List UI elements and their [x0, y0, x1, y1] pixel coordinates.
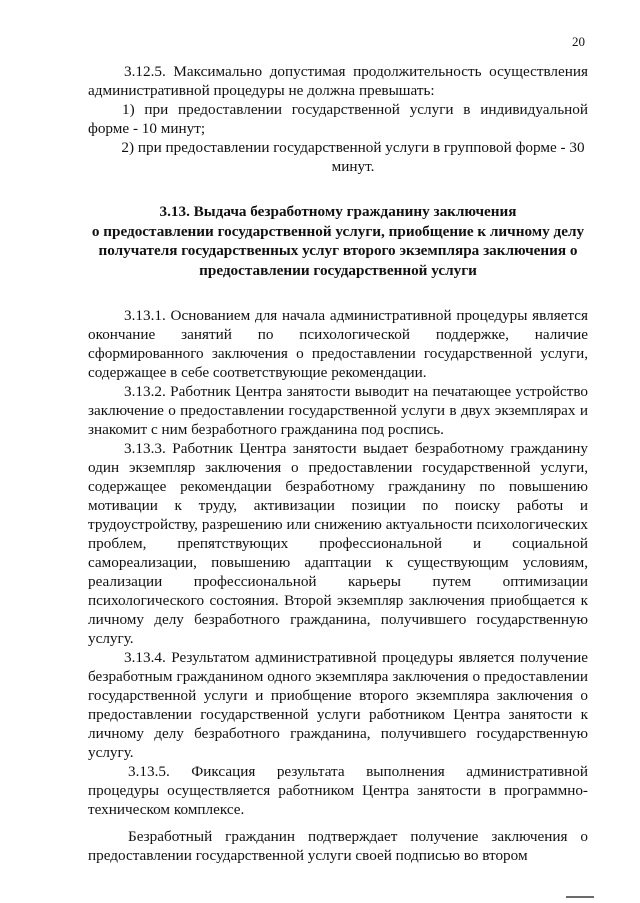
- heading-line-2: о предоставлении государственной услуги, приобщение к личному делу: [91, 222, 585, 240]
- heading-line-1: 3.13. Выдача безработному гражданину заключения: [159, 203, 517, 220]
- scan-edge-mark: [566, 896, 594, 898]
- document-body: [88, 62, 588, 865]
- heading-line-3: получателя государственных услуг второго экземпляра заключения о: [98, 242, 578, 259]
- paragraph-3-13-3: 3.13.3. Работник Центра занятости выдает безработному гражданину один экземпляр заключения о предоставлении государственной услуги, содержащее рекомендации безработному гражданину по повышению мотивации к труду, активизации позиции по поиску работы и трудоустройству, разрешению или снижению актуальности психологических проблем, препятствующих профессиональной и социальной самореализации, повышению адаптации к существующим условиям, реализации профессиональной карьеры путем оптимизации психологического состояния. Второй экземпляр заключения приобщается к личному делу безработного гражданина, получившего государственную услугу.: [88, 440, 588, 647]
- paragraph-signature: Безработный гражданин подтверждает получение заключения о предоставлении государственной услуги своей подписью во втором: [88, 828, 588, 864]
- section-3-13-heading: [88, 202, 588, 280]
- paragraph-3-13-2: 3.13.2. Работник Центра занятости выводит на печатающее устройство заключение о предоставлении государственной услуги в двух экземплярах и знакомит с ним безработного гражданина под роспись.: [88, 383, 588, 438]
- paragraph-3-13-1: 3.13.1. Основанием для начала административной процедуры является окончание занятий по психологической поддержке, наличие сформированного заключения о предоставлении государственной услуги, содержащее в себе соответствующие рекомендации.: [88, 307, 588, 381]
- heading-line-4: предоставлении государственной услуги: [199, 261, 477, 279]
- page-number: 20: [572, 34, 585, 49]
- section-3-12-5-item-1: 1) при предоставлении государственной услуги в индивидуальной форме - 10 минут;: [88, 101, 588, 137]
- section-3-12-5-intro: 3.12.5. Максимально допустимая продолжительность осуществления административной процедуры не должна превышать:: [88, 63, 588, 99]
- section-3-12-5-item-2: 2) при предоставлении государственной услуги в групповой форме - 30 минут.: [121, 139, 585, 175]
- paragraph-3-13-5: 3.13.5. Фиксация результата выполнения административной процедуры осуществляется работником Центра занятости в программно-техническом комплексе.: [88, 763, 588, 818]
- paragraph-3-13-4: 3.13.4. Результатом административной процедуры является получение безработным гражданином одного экземпляра заключения о предоставлении государственной услуги и приобщение второго экземпляра заключения о предоставлении государственной услуги работником Центра занятости к личному делу безработного гражданина, получившего государственную услугу.: [88, 649, 588, 761]
